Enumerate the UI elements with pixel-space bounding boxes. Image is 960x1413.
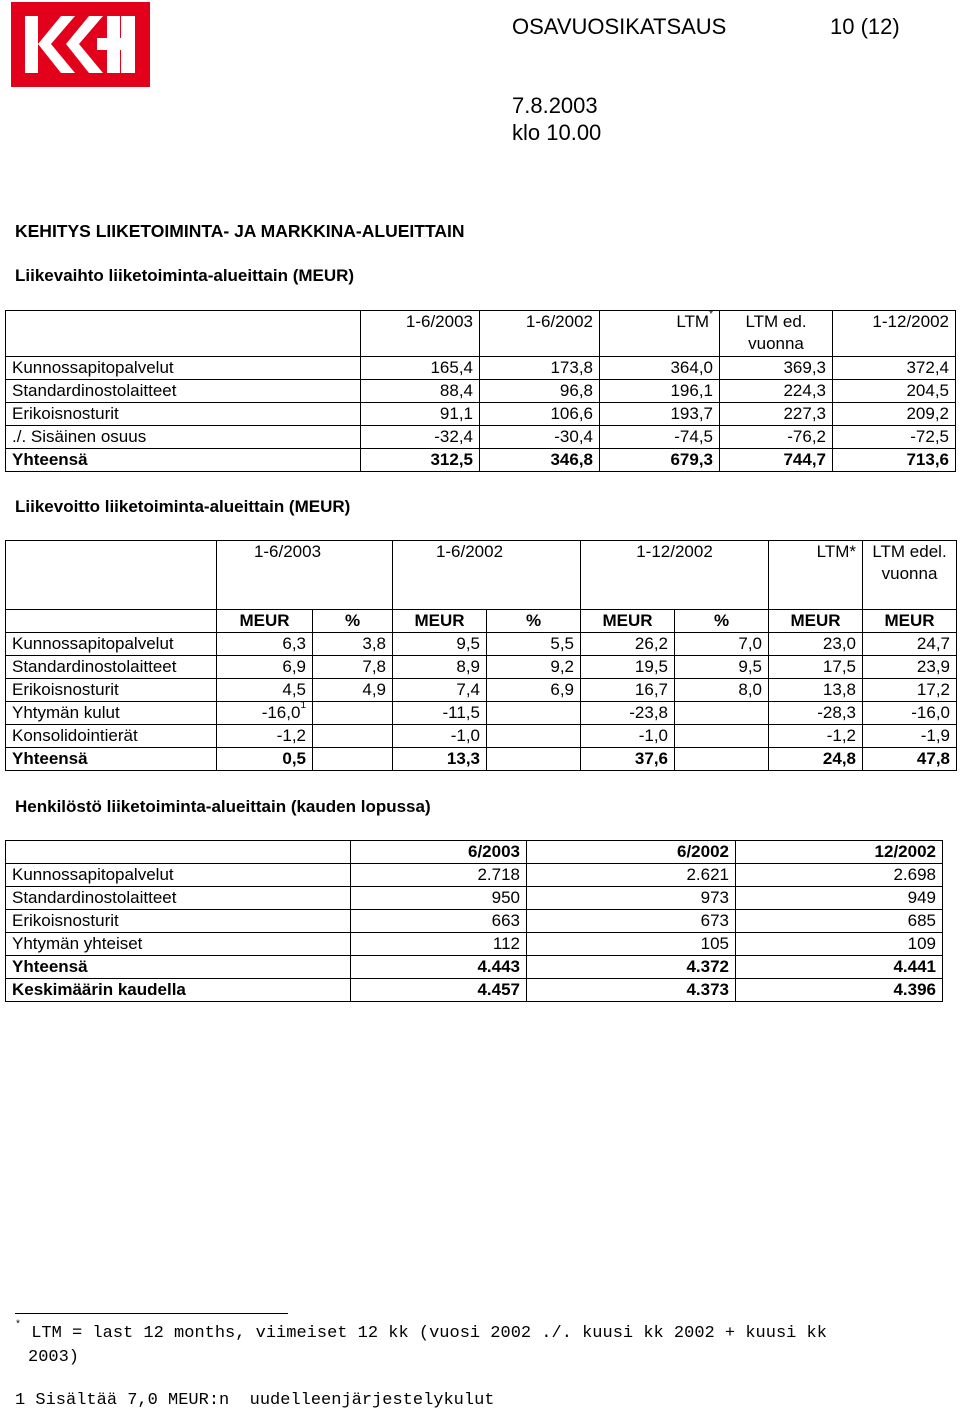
value-cell: 7,8 bbox=[313, 656, 393, 679]
table-row bbox=[6, 403, 956, 426]
t3-heading: Henkilöstö liiketoiminta-alueittain (kauden lopussa) bbox=[15, 797, 431, 816]
footnote-star: * LTM = last 12 months, viimeiset 12 kk (vuosi 2002 ./. kuusi kk 2002 + kuusi kk bbox=[15, 1320, 827, 1343]
t1-col-3: LTM* bbox=[600, 311, 720, 357]
t2-heading: Liikevoitto liiketoiminta-alueittain (MEUR) bbox=[15, 497, 351, 516]
value-cell: 4.373 bbox=[527, 979, 736, 1002]
value-cell: 173,8 bbox=[480, 357, 600, 380]
row-label: Erikoisnosturit bbox=[6, 679, 217, 702]
empty-cell bbox=[6, 610, 217, 633]
value-cell: 372,4 bbox=[833, 357, 956, 380]
value-cell: 364,0 bbox=[600, 357, 720, 380]
value-cell: 227,3 bbox=[720, 403, 833, 426]
value-cell: 346,8 bbox=[480, 449, 600, 472]
value-cell: 685 bbox=[736, 910, 943, 933]
t1-col-4: LTM ed. vuonna bbox=[720, 311, 833, 357]
value-cell: 112 bbox=[351, 933, 527, 956]
row-label: Standardinostolaitteet bbox=[6, 656, 217, 679]
unit-cell: % bbox=[675, 610, 769, 633]
value-cell bbox=[675, 748, 769, 771]
t1-col-1: 1-6/2003 bbox=[361, 311, 480, 357]
value-cell: -1,0 bbox=[393, 725, 487, 748]
table-row bbox=[6, 864, 943, 887]
value-cell: -32,4 bbox=[361, 426, 480, 449]
value-cell: -1,2 bbox=[769, 725, 863, 748]
page-number: 10 (12) bbox=[830, 14, 900, 39]
row-label: Kunnossapitopalvelut bbox=[6, 633, 217, 656]
t3-col-2: 6/2002 bbox=[527, 841, 736, 864]
value-cell: 4.372 bbox=[527, 956, 736, 979]
row-label: ./. Sisäinen osuus bbox=[6, 426, 361, 449]
value-cell: -16,0$^1$ bbox=[217, 702, 313, 725]
value-cell: 88,4 bbox=[361, 380, 480, 403]
value-cell: 4.396 bbox=[736, 979, 943, 1002]
value-cell bbox=[487, 748, 581, 771]
t3-col-1: 6/2003 bbox=[351, 841, 527, 864]
value-cell: 2.718 bbox=[351, 864, 527, 887]
t2-group-5: LTM edel. vuonna bbox=[863, 541, 957, 610]
value-cell: 23,0 bbox=[769, 633, 863, 656]
table-row bbox=[6, 449, 956, 472]
footnote-rule bbox=[15, 1313, 288, 1314]
table-row bbox=[6, 380, 956, 403]
value-cell: 369,3 bbox=[720, 357, 833, 380]
personnel-table bbox=[5, 840, 943, 1002]
value-cell: 96,8 bbox=[480, 380, 600, 403]
value-cell: -74,5 bbox=[600, 426, 720, 449]
value-cell: 91,1 bbox=[361, 403, 480, 426]
table-row bbox=[6, 679, 957, 702]
value-cell: 6,3 bbox=[217, 633, 313, 656]
value-cell bbox=[313, 748, 393, 771]
t2-group-3: 1-12/2002 bbox=[581, 541, 769, 610]
value-cell: 3,8 bbox=[313, 633, 393, 656]
value-cell: 744,7 bbox=[720, 449, 833, 472]
row-label: Erikoisnosturit bbox=[6, 910, 351, 933]
value-cell: 193,7 bbox=[600, 403, 720, 426]
value-cell: 4.443 bbox=[351, 956, 527, 979]
unit-cell: MEUR bbox=[393, 610, 487, 633]
t1-col-5: 1-12/2002 bbox=[833, 311, 956, 357]
value-cell bbox=[487, 702, 581, 725]
unit-cell: % bbox=[487, 610, 581, 633]
t1-col-2: 1-6/2002 bbox=[480, 311, 600, 357]
table-row bbox=[6, 910, 943, 933]
report-time: klo 10.00 bbox=[512, 120, 602, 145]
value-cell: 9,5 bbox=[675, 656, 769, 679]
table-row bbox=[6, 702, 957, 725]
row-label: Yhtymän kulut bbox=[6, 702, 217, 725]
unit-cell: MEUR bbox=[863, 610, 957, 633]
value-cell: 5,5 bbox=[487, 633, 581, 656]
table-row bbox=[6, 725, 957, 748]
value-cell: -1,0 bbox=[581, 725, 675, 748]
value-cell: 19,5 bbox=[581, 656, 675, 679]
value-cell: 6,9 bbox=[487, 679, 581, 702]
value-cell: 4,5 bbox=[217, 679, 313, 702]
table-row bbox=[6, 357, 956, 380]
value-cell: 4.441 bbox=[736, 956, 943, 979]
row-label: Yhtymän yhteiset bbox=[6, 933, 351, 956]
value-cell: -23,8 bbox=[581, 702, 675, 725]
unit-cell: MEUR bbox=[769, 610, 863, 633]
value-cell: 47,8 bbox=[863, 748, 957, 771]
value-cell: 2.621 bbox=[527, 864, 736, 887]
unit-cell: MEUR bbox=[581, 610, 675, 633]
value-cell: 7,0 bbox=[675, 633, 769, 656]
row-label: Keskimäärin kaudella bbox=[6, 979, 351, 1002]
value-cell bbox=[313, 725, 393, 748]
value-cell bbox=[675, 702, 769, 725]
value-cell: 165,4 bbox=[361, 357, 480, 380]
footnote-ref: 1 bbox=[300, 700, 306, 712]
value-cell: 713,6 bbox=[833, 449, 956, 472]
table-row bbox=[6, 887, 943, 910]
table-row bbox=[6, 933, 943, 956]
value-cell: 8,9 bbox=[393, 656, 487, 679]
value-cell: 23,9 bbox=[863, 656, 957, 679]
page-title: KEHITYS LIIKETOIMINTA- JA MARKKINA-ALUEITTAIN bbox=[15, 221, 465, 241]
t2-group-2: 1-6/2002 bbox=[393, 541, 581, 610]
value-cell: 8,0 bbox=[675, 679, 769, 702]
value-cell: 950 bbox=[351, 887, 527, 910]
value-cell: 105 bbox=[527, 933, 736, 956]
row-label: Erikoisnosturit bbox=[6, 403, 361, 426]
unit-cell: MEUR bbox=[217, 610, 313, 633]
value-cell: 0,5 bbox=[217, 748, 313, 771]
value-cell: 24,8 bbox=[769, 748, 863, 771]
value-cell: -1,9 bbox=[863, 725, 957, 748]
value-cell: 17,5 bbox=[769, 656, 863, 679]
kci-logo bbox=[11, 2, 150, 87]
value-cell: 973 bbox=[527, 887, 736, 910]
value-cell: -11,5 bbox=[393, 702, 487, 725]
value-cell: 109 bbox=[736, 933, 943, 956]
value-cell: 16,7 bbox=[581, 679, 675, 702]
value-cell: 13,3 bbox=[393, 748, 487, 771]
value-cell: 9,2 bbox=[487, 656, 581, 679]
table-row bbox=[6, 656, 957, 679]
row-label: Yhteensä bbox=[6, 956, 351, 979]
row-label: Yhteensä bbox=[6, 449, 361, 472]
value-cell: 224,3 bbox=[720, 380, 833, 403]
value-cell: 663 bbox=[351, 910, 527, 933]
value-cell bbox=[313, 702, 393, 725]
profit-table bbox=[5, 540, 957, 771]
value-cell: -28,3 bbox=[769, 702, 863, 725]
value-cell: 6,9 bbox=[217, 656, 313, 679]
value-cell: 13,8 bbox=[769, 679, 863, 702]
unit-cell: % bbox=[313, 610, 393, 633]
t2-group-1: 1-6/2003 bbox=[217, 541, 393, 610]
t1-heading: Liikevaihto liiketoiminta-alueittain (MEUR) bbox=[15, 266, 355, 285]
value-cell: 679,3 bbox=[600, 449, 720, 472]
revenue-table bbox=[5, 310, 956, 472]
value-cell: -16,0 bbox=[863, 702, 957, 725]
t2-group-4: LTM* bbox=[769, 541, 863, 610]
table-row bbox=[6, 748, 957, 771]
value-cell: 26,2 bbox=[581, 633, 675, 656]
value-cell: 312,5 bbox=[361, 449, 480, 472]
value-cell: -72,5 bbox=[833, 426, 956, 449]
value-cell: 24,7 bbox=[863, 633, 957, 656]
doc-type: OSAVUOSIKATSAUS bbox=[512, 14, 727, 39]
value-cell: 204,5 bbox=[833, 380, 956, 403]
value-cell: 106,6 bbox=[480, 403, 600, 426]
row-label: Konsolidointierät bbox=[6, 725, 217, 748]
table-row bbox=[6, 426, 956, 449]
value-cell: 37,6 bbox=[581, 748, 675, 771]
row-label: Kunnossapitopalvelut bbox=[6, 864, 351, 887]
table-row bbox=[6, 979, 943, 1002]
units-row bbox=[6, 610, 957, 633]
value-cell: -76,2 bbox=[720, 426, 833, 449]
row-label: Kunnossapitopalvelut bbox=[6, 357, 361, 380]
t3-col-3: 12/2002 bbox=[736, 841, 943, 864]
value-cell: -1,2 bbox=[217, 725, 313, 748]
report-date: 7.8.2003 bbox=[512, 93, 598, 118]
row-label: Standardinostolaitteet bbox=[6, 887, 351, 910]
value-cell: 17,2 bbox=[863, 679, 957, 702]
table-row bbox=[6, 633, 957, 656]
row-label: Standardinostolaitteet bbox=[6, 380, 361, 403]
value-cell: 7,4 bbox=[393, 679, 487, 702]
value-cell: 196,1 bbox=[600, 380, 720, 403]
row-label: Yhteensä bbox=[6, 748, 217, 771]
table-row bbox=[6, 956, 943, 979]
value-cell: 949 bbox=[736, 887, 943, 910]
footnote-star-cont: 2003) bbox=[28, 1348, 80, 1367]
value-cell: 2.698 bbox=[736, 864, 943, 887]
value-cell: 4.457 bbox=[351, 979, 527, 1002]
value-cell: 673 bbox=[527, 910, 736, 933]
value-cell: -30,4 bbox=[480, 426, 600, 449]
value-cell bbox=[487, 725, 581, 748]
value-cell: 9,5 bbox=[393, 633, 487, 656]
value-cell: 209,2 bbox=[833, 403, 956, 426]
value-cell: 4,9 bbox=[313, 679, 393, 702]
footnote-one: 1 Sisältää 7,0 MEUR:n uudelleenjärjestelykulut bbox=[15, 1391, 495, 1410]
value-cell bbox=[675, 725, 769, 748]
